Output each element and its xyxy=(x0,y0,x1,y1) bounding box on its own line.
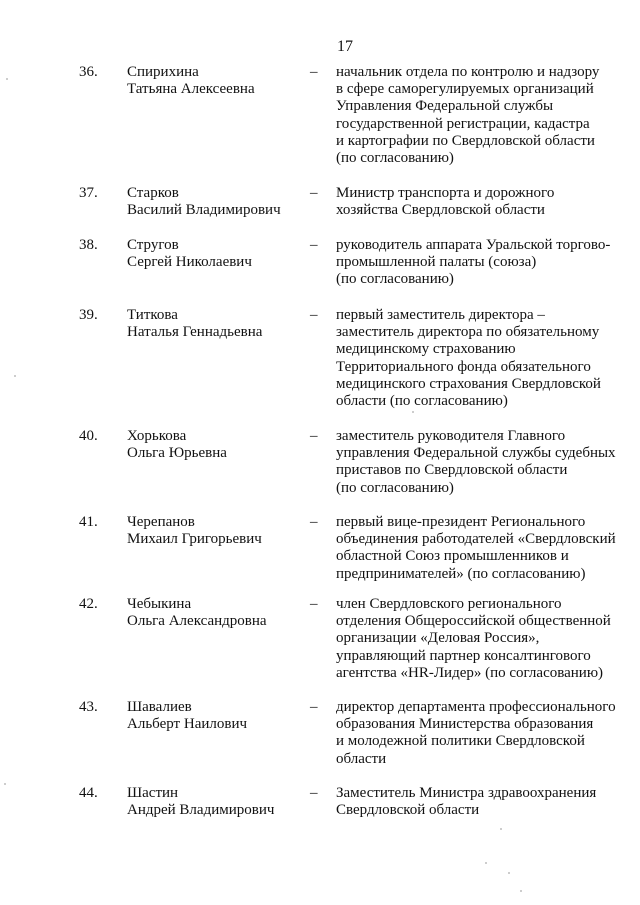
position-line: Территориального фонда обязательного xyxy=(336,358,591,375)
separator-dash: – xyxy=(310,428,318,444)
position-line: Заместитель Министра здравоохранения xyxy=(336,785,597,801)
position-line: медицинскому страхованию xyxy=(336,341,516,358)
position-line: приставов по Свердловской области xyxy=(336,462,568,479)
entry-number: 43. xyxy=(79,699,98,715)
position-line: Министр транспорта и дорожного xyxy=(336,185,555,201)
position-line: директор департамента профессионального xyxy=(336,699,616,715)
position-line: начальник отдела по контролю и надзору xyxy=(336,64,600,80)
member-surname: Старков xyxy=(127,185,179,201)
separator-dash: – xyxy=(310,596,318,612)
position-line: медицинского страхования Свердловской xyxy=(336,375,601,392)
member-given-names: Ольга Александровна xyxy=(127,613,267,630)
member-position xyxy=(336,596,626,682)
position-line: первый вице-президент Регионального xyxy=(336,514,586,530)
position-line: предпринимателей» (по согласованию) xyxy=(336,565,586,582)
position-line: промышленной палаты (союза) xyxy=(336,254,537,271)
member-name xyxy=(127,596,267,630)
member-surname: Шавалиев xyxy=(127,699,192,715)
position-line: хозяйства Свердловской области xyxy=(336,202,545,219)
scan-speck xyxy=(4,783,6,785)
scan-speck xyxy=(14,375,16,377)
position-line: Управления Федеральной службы xyxy=(336,98,554,115)
separator-dash: – xyxy=(310,64,318,80)
member-position xyxy=(336,185,626,219)
entry-number: 37. xyxy=(79,185,98,201)
member-name xyxy=(127,428,227,462)
scan-speck xyxy=(6,78,8,80)
member-name xyxy=(127,307,262,341)
separator-dash: – xyxy=(310,785,318,801)
position-line: в сфере саморегулируемых организаций xyxy=(336,81,594,98)
position-line: области (по согласованию) xyxy=(336,393,508,410)
member-surname: Стругов xyxy=(127,237,179,253)
position-line: и картографии по Свердловской области xyxy=(336,132,595,149)
position-line: заместитель директора по обязательному xyxy=(336,324,600,341)
member-surname: Черепанов xyxy=(127,514,195,530)
position-line: государственной регистрации, кадастра xyxy=(336,115,590,132)
member-given-names: Альберт Наилович xyxy=(127,716,248,733)
member-name xyxy=(127,185,281,219)
member-given-names: Андрей Владимирович xyxy=(127,802,275,819)
scan-speck xyxy=(508,872,510,874)
member-surname: Чебыкина xyxy=(127,596,192,612)
member-position xyxy=(336,307,626,410)
member-position xyxy=(336,699,626,768)
member-name xyxy=(127,64,255,98)
separator-dash: – xyxy=(310,514,318,530)
member-position xyxy=(336,428,626,497)
position-line: (по согласованию) xyxy=(336,271,454,288)
member-position xyxy=(336,237,626,289)
member-surname: Спирихина xyxy=(127,64,199,80)
position-line: организации «Деловая Россия», xyxy=(336,630,540,647)
entry-number: 41. xyxy=(79,514,98,530)
position-line: (по согласованию) xyxy=(336,479,454,496)
scan-speck xyxy=(520,890,522,892)
member-position xyxy=(336,514,626,583)
member-given-names: Михаил Григорьевич xyxy=(127,531,262,548)
member-name xyxy=(127,237,252,271)
scan-speck xyxy=(412,411,414,413)
member-surname: Шастин xyxy=(127,785,179,801)
position-line: областной Союз промышленников и xyxy=(336,548,569,565)
position-line: образования Министерства образования xyxy=(336,716,594,733)
member-given-names: Сергей Николаевич xyxy=(127,254,252,271)
position-line: агентства «HR-Лидер» (по согласованию) xyxy=(336,664,604,681)
position-line: (по согласованию) xyxy=(336,150,454,167)
entry-number: 42. xyxy=(79,596,98,612)
page-number: 17 xyxy=(337,38,353,55)
position-line: управления Федеральной службы судебных xyxy=(336,445,616,462)
position-line: и молодежной политики Свердловской xyxy=(336,733,585,750)
position-line: отделения Общероссийской общественной xyxy=(336,613,611,630)
position-line: член Свердловского регионального xyxy=(336,596,562,612)
member-position xyxy=(336,64,626,167)
position-line: Свердловской области xyxy=(336,802,480,819)
entry-number: 39. xyxy=(79,307,98,323)
position-line: управляющий партнер консалтингового xyxy=(336,647,591,664)
entry-number: 44. xyxy=(79,785,98,801)
member-name xyxy=(127,785,274,819)
member-given-names: Наталья Геннадьевна xyxy=(127,324,263,341)
position-line: объединения работодателей «Свердловский xyxy=(336,531,616,548)
member-surname: Титкова xyxy=(127,307,178,323)
position-line: первый заместитель директора – xyxy=(336,307,545,323)
member-given-names: Василий Владимирович xyxy=(127,202,281,219)
member-name xyxy=(127,699,247,733)
position-line: области xyxy=(336,750,387,767)
entry-number: 36. xyxy=(79,64,98,80)
scan-speck xyxy=(500,828,502,830)
separator-dash: – xyxy=(310,237,318,253)
member-given-names: Татьяна Алексеевна xyxy=(127,81,255,98)
separator-dash: – xyxy=(310,185,318,201)
member-given-names: Ольга Юрьевна xyxy=(127,445,227,462)
member-position xyxy=(336,785,626,819)
scan-speck xyxy=(485,862,487,864)
separator-dash: – xyxy=(310,307,318,323)
position-line: заместитель руководителя Главного xyxy=(336,428,566,444)
position-line: руководитель аппарата Уральской торгово- xyxy=(336,237,611,253)
entry-number: 40. xyxy=(79,428,98,444)
member-surname: Хорькова xyxy=(127,428,187,444)
separator-dash: – xyxy=(310,699,318,715)
entry-number: 38. xyxy=(79,237,98,253)
member-name xyxy=(127,514,262,548)
